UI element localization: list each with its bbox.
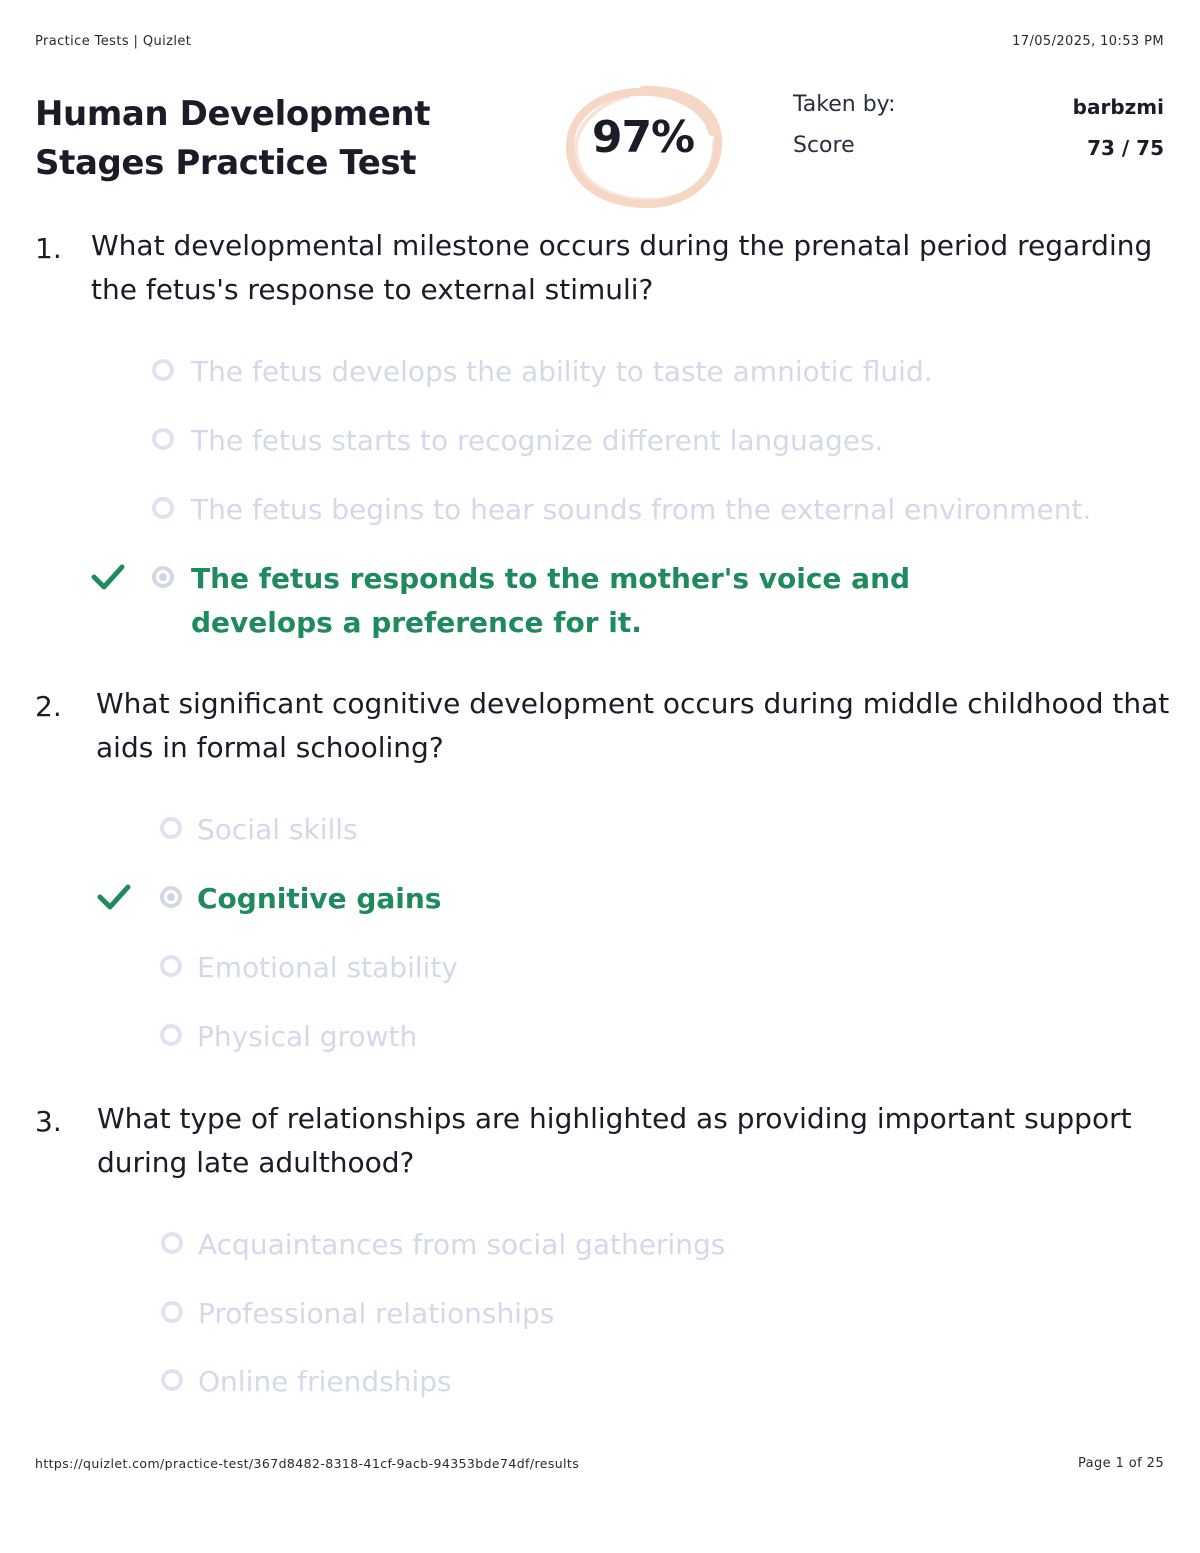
option-text[interactable]: The fetus starts to recognize different languages. xyxy=(191,424,884,457)
question-text: What type of relationships are highlighted as providing important support during late adulthood? xyxy=(97,1102,1132,1179)
option-radio[interactable] xyxy=(152,497,174,519)
option-radio-selected[interactable] xyxy=(160,886,182,908)
option-radio[interactable] xyxy=(160,955,182,977)
option-text[interactable]: The fetus develops the ability to taste amniotic fluid. xyxy=(191,355,933,388)
option-text[interactable]: The fetus begins to hear sounds from the external environment. xyxy=(191,493,1092,526)
print-header-datetime: 17/05/2025, 10:53 PM xyxy=(1012,34,1164,49)
question-number: 2. xyxy=(35,690,62,723)
option-radio[interactable] xyxy=(161,1369,183,1391)
option-text[interactable]: Online friendships xyxy=(198,1365,452,1398)
option-text[interactable]: Professional relationships xyxy=(198,1297,555,1330)
print-footer-url: https://quizlet.com/practice-test/367d8482-8318-41cf-9acb-94353bde74df/results xyxy=(35,1456,580,1471)
option-radio[interactable] xyxy=(160,817,182,839)
option-radio[interactable] xyxy=(152,428,174,450)
option-text[interactable]: Physical growth xyxy=(197,1020,418,1053)
option-radio-selected[interactable] xyxy=(152,566,174,588)
test-title: Human Development Stages Practice Test xyxy=(35,94,431,183)
print-footer-page: Page 1 of 25 xyxy=(1077,1456,1164,1471)
option-radio[interactable] xyxy=(161,1301,183,1323)
score-badge xyxy=(558,82,728,212)
print-header-title: Practice Tests | Quizlet xyxy=(35,34,192,49)
option-text-correct[interactable]: The fetus responds to the mother's voice and develops a preference for it. xyxy=(191,562,911,639)
option-text-correct[interactable]: Cognitive gains xyxy=(197,882,442,915)
check-stroke xyxy=(100,887,128,907)
score-percent: 97% xyxy=(591,112,695,163)
score-value: 73 / 75 xyxy=(1087,136,1164,160)
question-number: 3. xyxy=(35,1105,62,1138)
check-stroke xyxy=(94,567,122,587)
option-radio[interactable] xyxy=(152,359,174,381)
score-label: Score xyxy=(793,133,855,158)
correct-check-icon xyxy=(96,882,132,912)
taken-by-label: Taken by: xyxy=(793,92,896,117)
question-text: What significant cognitive development occurs during middle childhood that aids in formal schooling? xyxy=(96,687,1170,764)
option-text[interactable]: Acquaintances from social gatherings xyxy=(198,1228,726,1261)
option-radio[interactable] xyxy=(160,1024,182,1046)
option-text[interactable]: Emotional stability xyxy=(197,951,458,984)
question-text: What developmental milestone occurs during the prenatal period regarding the fetus's response to external stimuli? xyxy=(91,229,1153,306)
option-text[interactable]: Social skills xyxy=(197,813,358,846)
option-radio[interactable] xyxy=(161,1232,183,1254)
question-number: 1. xyxy=(35,232,62,265)
correct-check-icon xyxy=(90,562,126,592)
taken-by-value: barbzmi xyxy=(1072,95,1164,119)
